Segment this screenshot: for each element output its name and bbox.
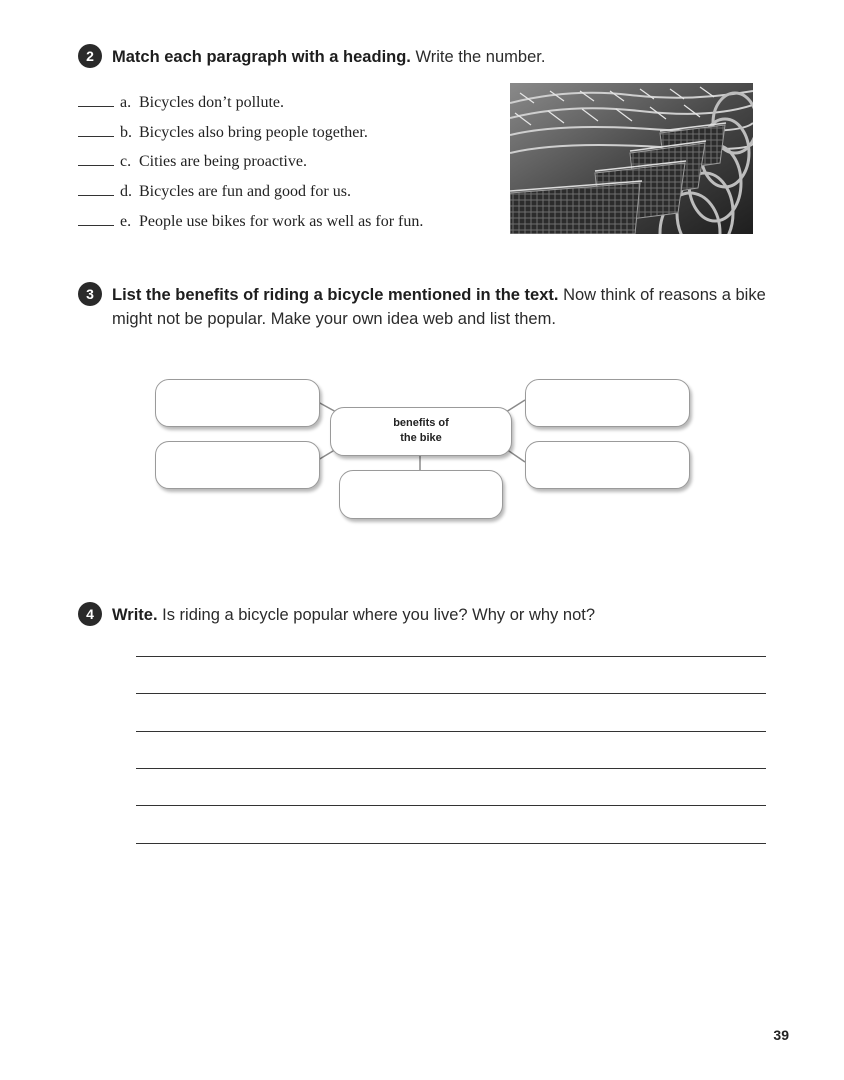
center-label: benefits of the bike	[393, 417, 449, 444]
match-item-a: a. Bicycles don’t pollute.	[78, 92, 284, 112]
match-item-e: e. People use bikes for work as well as for fun.	[78, 211, 423, 231]
idea-box-top-right[interactable]	[525, 379, 690, 427]
exercise-number-2: 2	[78, 44, 102, 68]
exercise-2-rest: Write the number.	[410, 48, 546, 66]
match-item-b: b. Bicycles also bring people together.	[78, 122, 368, 142]
page-number: 39	[773, 1027, 789, 1043]
writing-line[interactable]	[136, 656, 766, 657]
exercise-3-bold: List the benefits of riding a bicycle mentioned in the text.	[112, 286, 559, 304]
writing-line[interactable]	[136, 805, 766, 806]
writing-line[interactable]	[136, 768, 766, 769]
exercise-number-4: 4	[78, 602, 102, 626]
writing-line[interactable]	[136, 693, 766, 694]
match-item-c: c. Cities are being proactive.	[78, 151, 307, 171]
idea-box-bottom-center[interactable]	[339, 470, 503, 519]
exercise-4-rest: Is riding a bicycle popular where you live? Why or why not?	[157, 606, 596, 624]
writing-line[interactable]	[136, 843, 766, 844]
match-item-d: d. Bicycles are fun and good for us.	[78, 181, 351, 201]
exercise-2-bold: Match each paragraph with a heading.	[112, 48, 411, 66]
exercise-4-bold: Write.	[112, 606, 158, 624]
writing-line[interactable]	[136, 731, 766, 732]
exercise-number-3: 3	[78, 282, 102, 306]
exercise-4-instruction	[112, 603, 595, 627]
idea-box-center	[330, 407, 512, 456]
exercise-3-rest: Now think of reasons a bike might not be popular. Make your own idea web and list them.	[112, 286, 766, 328]
idea-box-bottom-left[interactable]	[155, 441, 320, 489]
idea-box-bottom-right[interactable]	[525, 441, 690, 489]
idea-box-top-left[interactable]	[155, 379, 320, 427]
